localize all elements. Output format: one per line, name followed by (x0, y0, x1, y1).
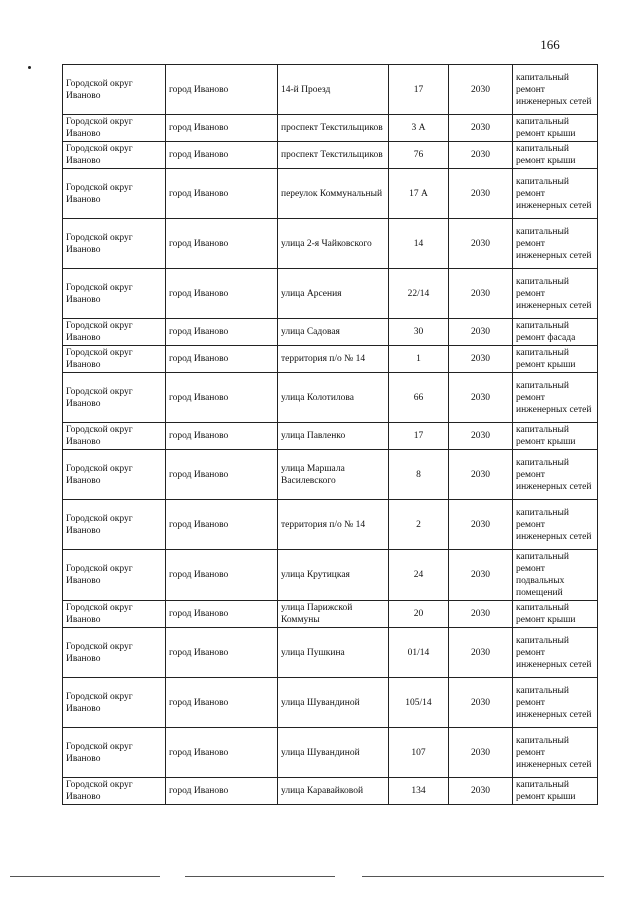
house-number-cell: 30 (389, 319, 449, 346)
year-cell: 2030 (449, 373, 513, 423)
district-cell: Городской округ Иваново (63, 450, 166, 500)
year-cell: 2030 (449, 169, 513, 219)
house-number-cell: 17 (389, 65, 449, 115)
table-body (63, 65, 598, 805)
work-type-cell: капитальный ремонт крыши (513, 423, 598, 450)
house-number-cell: 22/14 (389, 269, 449, 319)
work-type-cell: капитальный ремонт крыши (513, 115, 598, 142)
district-cell: Городской округ Иваново (63, 219, 166, 269)
city-cell: город Иваново (166, 678, 278, 728)
work-type-cell: капитальный ремонт инженерных сетей (513, 728, 598, 778)
work-type-cell: капитальный ремонт инженерных сетей (513, 450, 598, 500)
table-row (63, 373, 598, 423)
table-row (63, 142, 598, 169)
year-cell: 2030 (449, 319, 513, 346)
repair-registry-table (62, 64, 598, 805)
table-row (63, 219, 598, 269)
district-cell: Городской округ Иваново (63, 142, 166, 169)
house-number-cell: 24 (389, 550, 449, 601)
street-cell: улица Шувандиной (278, 728, 389, 778)
house-number-cell: 8 (389, 450, 449, 500)
district-cell: Городской округ Иваново (63, 550, 166, 601)
house-number-cell: 2 (389, 500, 449, 550)
district-cell: Городской округ Иваново (63, 778, 166, 805)
footer-rule (185, 876, 335, 877)
city-cell: город Иваново (166, 269, 278, 319)
year-cell: 2030 (449, 423, 513, 450)
district-cell: Городской округ Иваново (63, 115, 166, 142)
footer-rule (10, 876, 160, 877)
street-cell: улица Арсения (278, 269, 389, 319)
street-cell: улица Пушкина (278, 628, 389, 678)
city-cell: город Иваново (166, 65, 278, 115)
year-cell: 2030 (449, 65, 513, 115)
table-row (63, 169, 598, 219)
year-cell: 2030 (449, 601, 513, 628)
street-cell: территория п/о № 14 (278, 346, 389, 373)
city-cell: город Иваново (166, 115, 278, 142)
year-cell: 2030 (449, 142, 513, 169)
street-cell: улица Садовая (278, 319, 389, 346)
year-cell: 2030 (449, 728, 513, 778)
table-row (63, 115, 598, 142)
street-cell: улица Каравайковой (278, 778, 389, 805)
street-cell: улица 2-я Чайковского (278, 219, 389, 269)
year-cell: 2030 (449, 628, 513, 678)
table-row (63, 728, 598, 778)
work-type-cell: капитальный ремонт крыши (513, 601, 598, 628)
work-type-cell: капитальный ремонт крыши (513, 778, 598, 805)
table-row (63, 550, 598, 601)
district-cell: Городской округ Иваново (63, 500, 166, 550)
work-type-cell: капитальный ремонт инженерных сетей (513, 500, 598, 550)
year-cell: 2030 (449, 346, 513, 373)
table-row (63, 346, 598, 373)
house-number-cell: 1 (389, 346, 449, 373)
year-cell: 2030 (449, 500, 513, 550)
table-row (63, 628, 598, 678)
house-number-cell: 66 (389, 373, 449, 423)
street-cell: проспект Текстильщиков (278, 115, 389, 142)
year-cell: 2030 (449, 450, 513, 500)
city-cell: город Иваново (166, 142, 278, 169)
table-row (63, 678, 598, 728)
street-cell: переулок Коммунальный (278, 169, 389, 219)
table-row (63, 423, 598, 450)
table-row (63, 65, 598, 115)
house-number-cell: 17 (389, 423, 449, 450)
work-type-cell: капитальный ремонт инженерных сетей (513, 373, 598, 423)
house-number-cell: 107 (389, 728, 449, 778)
city-cell: город Иваново (166, 550, 278, 601)
city-cell: город Иваново (166, 728, 278, 778)
page-number: 166 (540, 37, 560, 52)
work-type-cell: капитальный ремонт инженерных сетей (513, 219, 598, 269)
city-cell: город Иваново (166, 373, 278, 423)
city-cell: город Иваново (166, 319, 278, 346)
district-cell: Городской округ Иваново (63, 728, 166, 778)
city-cell: город Иваново (166, 423, 278, 450)
table-row (63, 319, 598, 346)
work-type-cell: капитальный ремонт инженерных сетей (513, 678, 598, 728)
work-type-cell: капитальный ремонт инженерных сетей (513, 628, 598, 678)
district-cell: Городской округ Иваново (63, 346, 166, 373)
city-cell: город Иваново (166, 628, 278, 678)
city-cell: город Иваново (166, 346, 278, 373)
district-cell: Городской округ Иваново (63, 601, 166, 628)
city-cell: город Иваново (166, 601, 278, 628)
house-number-cell: 20 (389, 601, 449, 628)
street-cell: 14-й Проезд (278, 65, 389, 115)
district-cell: Городской округ Иваново (63, 319, 166, 346)
house-number-cell: 3 А (389, 115, 449, 142)
street-cell: территория п/о № 14 (278, 500, 389, 550)
year-cell: 2030 (449, 550, 513, 601)
footer-rule (362, 876, 604, 877)
street-cell: улица Маршала Василевского (278, 450, 389, 500)
district-cell: Городской округ Иваново (63, 169, 166, 219)
district-cell: Городской округ Иваново (63, 65, 166, 115)
work-type-cell: капитальный ремонт фасада (513, 319, 598, 346)
house-number-cell: 105/14 (389, 678, 449, 728)
table-row (63, 778, 598, 805)
table-row (63, 269, 598, 319)
city-cell: город Иваново (166, 450, 278, 500)
house-number-cell: 14 (389, 219, 449, 269)
street-cell: улица Крутицкая (278, 550, 389, 601)
table-row (63, 601, 598, 628)
house-number-cell: 134 (389, 778, 449, 805)
city-cell: город Иваново (166, 169, 278, 219)
street-cell: проспект Текстильщиков (278, 142, 389, 169)
district-cell: Городской округ Иваново (63, 678, 166, 728)
work-type-cell: капитальный ремонт инженерных сетей (513, 65, 598, 115)
year-cell: 2030 (449, 115, 513, 142)
house-number-cell: 76 (389, 142, 449, 169)
year-cell: 2030 (449, 269, 513, 319)
district-cell: Городской округ Иваново (63, 423, 166, 450)
district-cell: Городской округ Иваново (63, 269, 166, 319)
house-number-cell: 01/14 (389, 628, 449, 678)
work-type-cell: капитальный ремонт крыши (513, 346, 598, 373)
district-cell: Городской округ Иваново (63, 373, 166, 423)
scan-mark (28, 66, 31, 69)
table-row (63, 500, 598, 550)
district-cell: Городской округ Иваново (63, 628, 166, 678)
city-cell: город Иваново (166, 500, 278, 550)
work-type-cell: капитальный ремонт инженерных сетей (513, 169, 598, 219)
street-cell: улица Шувандиной (278, 678, 389, 728)
work-type-cell: капитальный ремонт подвальных помещений (513, 550, 598, 601)
street-cell: улица Павленко (278, 423, 389, 450)
year-cell: 2030 (449, 219, 513, 269)
year-cell: 2030 (449, 778, 513, 805)
work-type-cell: капитальный ремонт инженерных сетей (513, 269, 598, 319)
street-cell: улица Колотилова (278, 373, 389, 423)
city-cell: город Иваново (166, 219, 278, 269)
table-row (63, 450, 598, 500)
house-number-cell: 17 А (389, 169, 449, 219)
work-type-cell: капитальный ремонт крыши (513, 142, 598, 169)
year-cell: 2030 (449, 678, 513, 728)
street-cell: улица Парижской Коммуны (278, 601, 389, 628)
city-cell: город Иваново (166, 778, 278, 805)
